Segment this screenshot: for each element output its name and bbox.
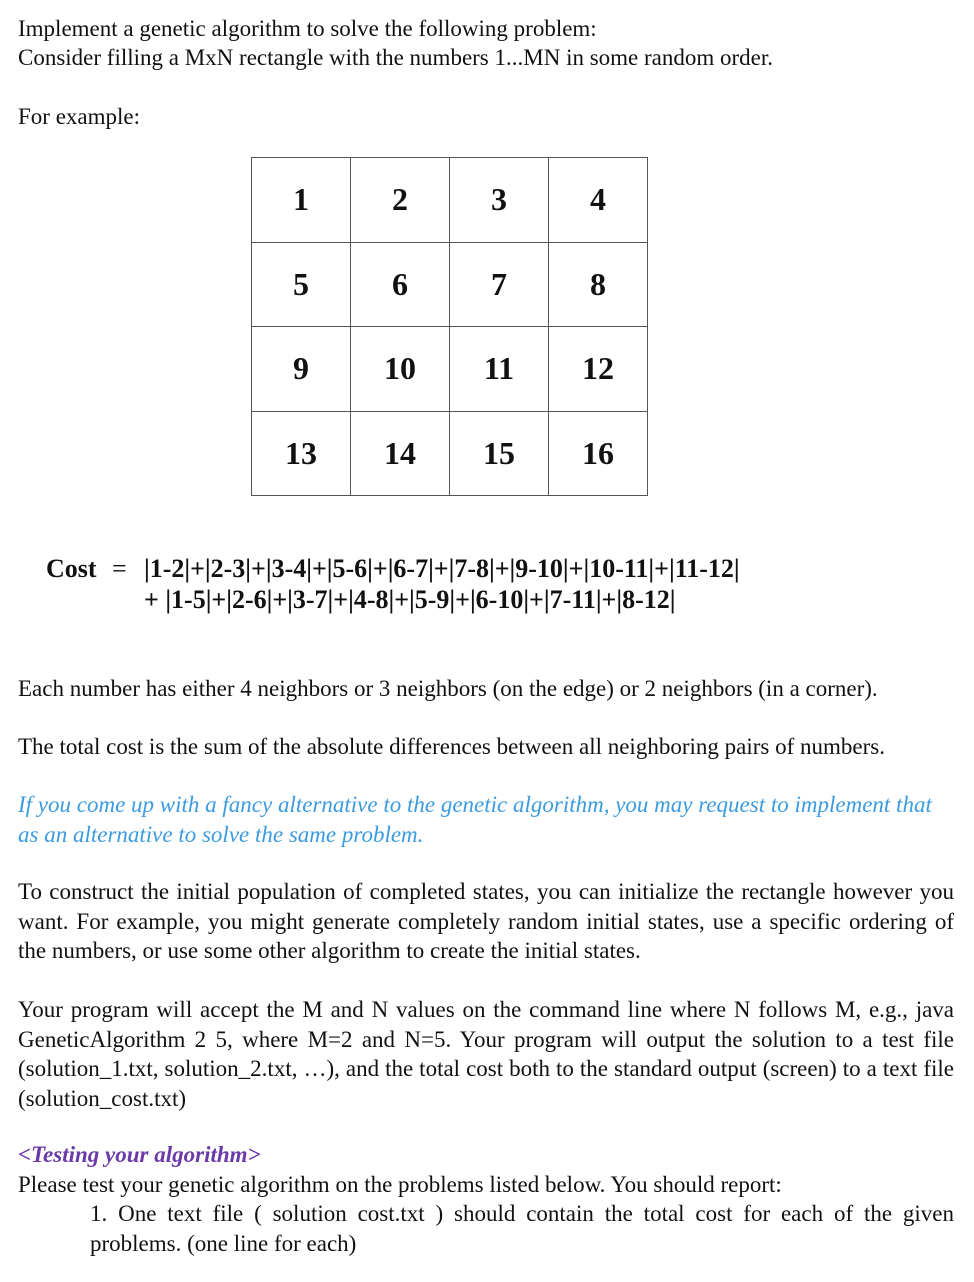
example-grid bbox=[251, 157, 648, 496]
grid-cell: 4 bbox=[549, 158, 648, 243]
intro-line-2: Consider filling a MxN rectangle with the numbers 1...MN in some random order. bbox=[18, 45, 774, 70]
grid-cell: 14 bbox=[351, 411, 450, 496]
example-label: For example: bbox=[18, 104, 140, 129]
grid-cell: 3 bbox=[450, 158, 549, 243]
intro-line-1: Implement a genetic algorithm to solve the following problem: bbox=[18, 16, 597, 41]
initial-population-paragraph: To construct the initial population of completed states, you can initialize the rectangle however you want. For example, you might generate completely random initial states, use a specific ordering of the numbers, or use some other algorithm to create the initial states. bbox=[18, 879, 954, 963]
intro-block bbox=[18, 14, 773, 72]
total-cost-paragraph: The total cost is the sum of the absolute differences between all neighboring pairs of numbers. bbox=[18, 734, 885, 759]
grid-cell: 12 bbox=[549, 327, 648, 412]
cost-formula-line-1: |1-2|+|2-3|+|3-4|+|5-6|+|6-7|+|7-8|+|9-10|+|10-11|+|11-12| bbox=[144, 554, 740, 583]
neighbors-paragraph: Each number has either 4 neighbors or 3 neighbors (on the edge) or 2 neighbors (in a corner). bbox=[18, 676, 878, 701]
cost-label: Cost bbox=[46, 554, 97, 583]
grid-cell: 6 bbox=[351, 242, 450, 327]
grid-cell: 9 bbox=[252, 327, 351, 412]
program-paragraph: Your program will accept the M and N values on the command line where N follows M, e.g., java GeneticAlgorithm 2 5, where M=2 and N=5. Your program will output the solution to a test file (solution_1.txt, solution_2.txt, …), and the total cost both to the standard output (screen) to a text file (solution_cost.txt) bbox=[18, 997, 954, 1111]
cost-formula bbox=[46, 553, 946, 617]
testing-instruction: Please test your genetic algorithm on the problems listed below. You should report: bbox=[18, 1172, 782, 1197]
grid-cell: 15 bbox=[450, 411, 549, 496]
grid-cell: 7 bbox=[450, 242, 549, 327]
grid-row bbox=[252, 411, 648, 496]
grid-cell: 10 bbox=[351, 327, 450, 412]
grid-cell: 13 bbox=[252, 411, 351, 496]
grid-cell: 11 bbox=[450, 327, 549, 412]
grid-cell: 8 bbox=[549, 242, 648, 327]
cost-formula-line-2: + |1-5|+|2-6|+|3-7|+|4-8|+|5-9|+|6-10|+|7-11|+|8-12| bbox=[144, 585, 676, 614]
alternative-note: If you come up with a fancy alternative to the genetic algorithm, you may request to implement that as an alternative to solve the same problem. bbox=[18, 792, 932, 847]
grid-row bbox=[252, 242, 648, 327]
testing-heading: <Testing your algorithm> bbox=[18, 1142, 261, 1167]
grid-cell: 16 bbox=[549, 411, 648, 496]
grid-cell: 2 bbox=[351, 158, 450, 243]
grid-row bbox=[252, 158, 648, 243]
grid-cell: 5 bbox=[252, 242, 351, 327]
cost-equals: = bbox=[112, 554, 127, 583]
grid-row bbox=[252, 327, 648, 412]
grid-cell: 1 bbox=[252, 158, 351, 243]
list-item: 1. One text file ( solution cost.txt ) should contain the total cost for each of the given problems. (one line for each) bbox=[90, 1201, 954, 1256]
